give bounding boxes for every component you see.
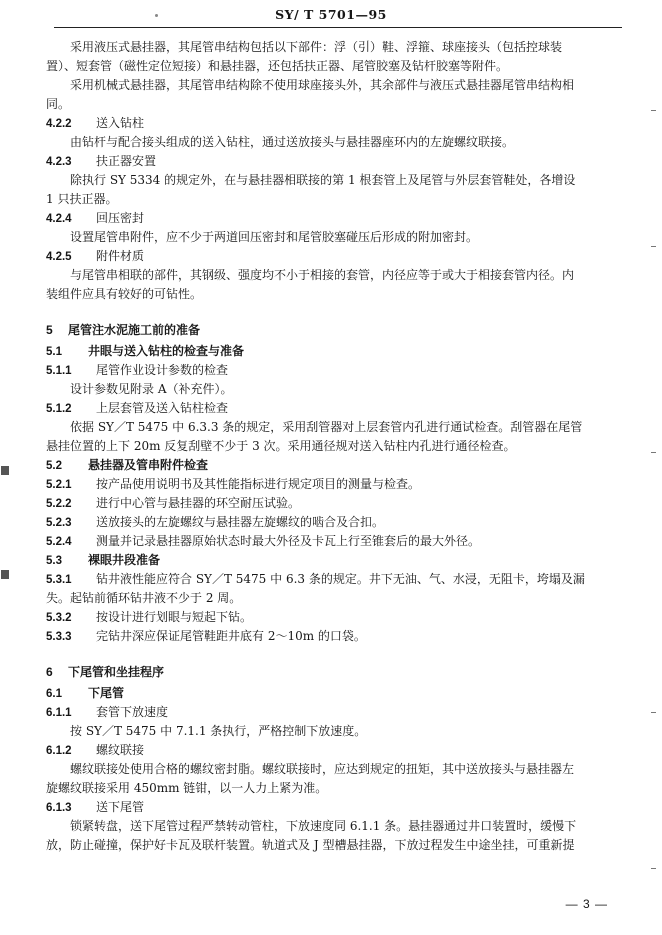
- clause-number: 6.1.2: [46, 745, 72, 757]
- text-line: 按 SY／T 5475 中 7.1.1 条执行，严格控制下放速度。: [70, 724, 367, 738]
- clause-heading: [46, 475, 631, 494]
- clause-heading: [46, 494, 631, 513]
- clause-title: 送放接头的左旋螺纹与悬挂器左旋螺纹的啮合及合扣。: [96, 515, 385, 529]
- clause-number: 5.2.2: [46, 498, 72, 510]
- text-line: 设计参数见附录 A（补充件）。: [70, 382, 233, 396]
- clause-title: 按产品使用说明书及其性能指标进行规定项目的测量与检查。: [96, 477, 421, 491]
- section-number: 6: [46, 665, 53, 679]
- clause-heading: [46, 399, 631, 418]
- clause-number: 5.3.1: [46, 574, 72, 586]
- section-gap: [46, 304, 631, 318]
- clause-number: 6.1.1: [46, 707, 72, 719]
- clause-heading: [46, 703, 631, 722]
- clause-number: 6.1: [46, 688, 62, 700]
- clause-heading: [46, 342, 631, 361]
- clause-heading: [46, 608, 631, 627]
- text-line: 螺纹联接处使用合格的螺纹密封脂。螺纹联接时，应达到规定的扭矩，其中送放接头与悬挂器左: [70, 762, 575, 776]
- clause-number: 4.2.3: [46, 156, 72, 168]
- text-line: 除执行 SY 5334 的规定外，在与悬挂器相联接的第 1 根套管上及尾管与外层套管鞋处，各增设: [70, 173, 576, 187]
- clause-heading: [46, 741, 631, 760]
- clause-number: 5.3.2: [46, 612, 72, 624]
- header-rule: [54, 27, 622, 28]
- clause-heading: [46, 627, 631, 646]
- clause-number: 5.3.3: [46, 631, 72, 643]
- text-line: 采用液压式悬挂器，其尾管串结构包括以下部件：浮（引）鞋、浮箍、球座接头（包括控球装: [70, 40, 563, 54]
- clause-heading: [46, 532, 631, 551]
- clause-number: 5.3: [46, 555, 62, 567]
- section-heading: [46, 318, 631, 342]
- clause-number: 5.2.1: [46, 479, 72, 491]
- text-line: 旋螺纹联接采用 450mm 链钳，以一人力上紧为准。: [46, 781, 328, 795]
- clause-number: 4.2.5: [46, 251, 72, 263]
- standard-id: SY/ T 5701—95: [275, 7, 387, 22]
- scan-tick: [651, 246, 656, 247]
- clause-number: 6.1.3: [46, 802, 72, 814]
- text-line: 由钻杆与配合接头组成的送入钻柱，通过送放接头与悬挂器座环内的左旋螺纹联接。: [70, 135, 515, 149]
- binding-mark: [1, 466, 9, 475]
- clause-heading: [46, 798, 631, 817]
- clause-title: 完钻井深应保证尾管鞋距井底有 2～10m 的口袋。: [96, 629, 366, 643]
- text-line: 设置尾管串附件，应不少于两道回压密封和尾管胶塞碰压后形成的附加密封。: [70, 230, 479, 244]
- text-line: 锁紧转盘，送下尾管过程严禁转动管柱，下放速度同 6.1.1 条。悬挂器通过井口装置时，缓慢下: [70, 819, 577, 833]
- clause-heading: [46, 551, 631, 570]
- document-body: [46, 38, 631, 855]
- clause-number: 5.2.3: [46, 517, 72, 529]
- clause-title: 裸眼井段准备: [88, 553, 161, 567]
- scan-tick: [651, 110, 656, 111]
- clause-heading: [46, 684, 631, 703]
- section-title: 尾管注水泥施工前的准备: [68, 323, 201, 337]
- clause-number: 5.2: [46, 460, 62, 472]
- clause-number: 4.2.4: [46, 213, 72, 225]
- clause-title: 测量并记录悬挂器原始状态时最大外径及卡瓦上行至锥套后的最大外径。: [96, 534, 481, 548]
- clause-heading: [46, 152, 631, 171]
- text-line: 同。: [46, 97, 71, 111]
- scan-tick: [651, 868, 656, 869]
- text-line: 装组件应具有较好的可钻性。: [46, 287, 203, 301]
- text-line: 与尾管串相联的部件，其钢级、强度均不小于相接的套管，内径应等于或大于相接套管内径。内: [70, 268, 575, 282]
- clause-title: 扶正器安置: [96, 154, 157, 168]
- clause-title: 下尾管: [88, 686, 125, 700]
- section-title: 下尾管和坐挂程序: [68, 665, 165, 679]
- scan-tick: [651, 712, 656, 713]
- scan-speck: [155, 14, 158, 17]
- clause-title: 钻井液性能应符合 SY／T 5475 中 6.3 条的规定。井下无油、气、水浸，无阻卡，垮塌及漏: [96, 572, 585, 586]
- text-line: 1 只扶正器。: [46, 192, 118, 206]
- clause-title: 附件材质: [96, 249, 145, 263]
- clause-title: 上层套管及送入钻柱检查: [96, 401, 229, 415]
- clause-title: 送入钻柱: [96, 116, 145, 130]
- clause-heading: [46, 114, 631, 133]
- text-line: 放，防止碰撞，保护好卡瓦及联杆装置。轨道式及 J 型槽悬挂器，下放过程发生中途坐挂，可重新提: [46, 838, 575, 852]
- section-number: 5: [46, 323, 53, 337]
- text-line: 依据 SY／T 5475 中 6.3.3 条的规定，采用刮管器对上层套管内孔进行通试检查。刮管器在尾管: [70, 420, 583, 434]
- clause-heading: [46, 247, 631, 266]
- text-line: 悬挂位置的上下 20m 反复刮壁不少于 3 次。采用通径规对送入钻柱内孔进行通径检查。: [46, 439, 516, 453]
- clause-title: 套管下放速度: [96, 705, 169, 719]
- clause-title: 尾管作业设计参数的检查: [96, 363, 229, 377]
- clause-number: 4.2.2: [46, 118, 72, 130]
- clause-title: 井眼与送入钻柱的检查与准备: [88, 344, 245, 358]
- page-number: — 3 —: [565, 897, 608, 911]
- binding-mark: [1, 570, 9, 579]
- clause-number: 5.1.2: [46, 403, 72, 415]
- section-heading: [46, 660, 631, 684]
- clause-heading: [46, 209, 631, 228]
- clause-title: 进行中心管与悬挂器的环空耐压试验。: [96, 496, 301, 510]
- scan-tick: [651, 452, 656, 453]
- clause-number: 5.2.4: [46, 536, 72, 548]
- clause-title: 按设计进行划眼与短起下钻。: [96, 610, 253, 624]
- clause-title: 螺纹联接: [96, 743, 145, 757]
- clause-title: 悬挂器及管串附件检查: [88, 458, 209, 472]
- clause-title: 送下尾管: [96, 800, 145, 814]
- clause-number: 5.1.1: [46, 365, 72, 377]
- clause-heading: [46, 513, 631, 532]
- text-line: 采用机械式悬挂器，其尾管串结构除不使用球座接头外，其余部件与液压式悬挂器尾管串结构相: [70, 78, 575, 92]
- section-gap: [46, 646, 631, 660]
- text-line: 置）、短套管（磁性定位短接）和悬挂器，还包括扶正器、尾管胶塞及钻杆胶塞等附件。: [46, 59, 509, 73]
- clause-title: 回压密封: [96, 211, 145, 225]
- clause-heading: [46, 456, 631, 475]
- text-line: 失。起钻前循环钻井液不少于 2 周。: [46, 591, 242, 605]
- clause-heading: [46, 570, 631, 589]
- clause-heading: [46, 361, 631, 380]
- clause-number: 5.1: [46, 346, 62, 358]
